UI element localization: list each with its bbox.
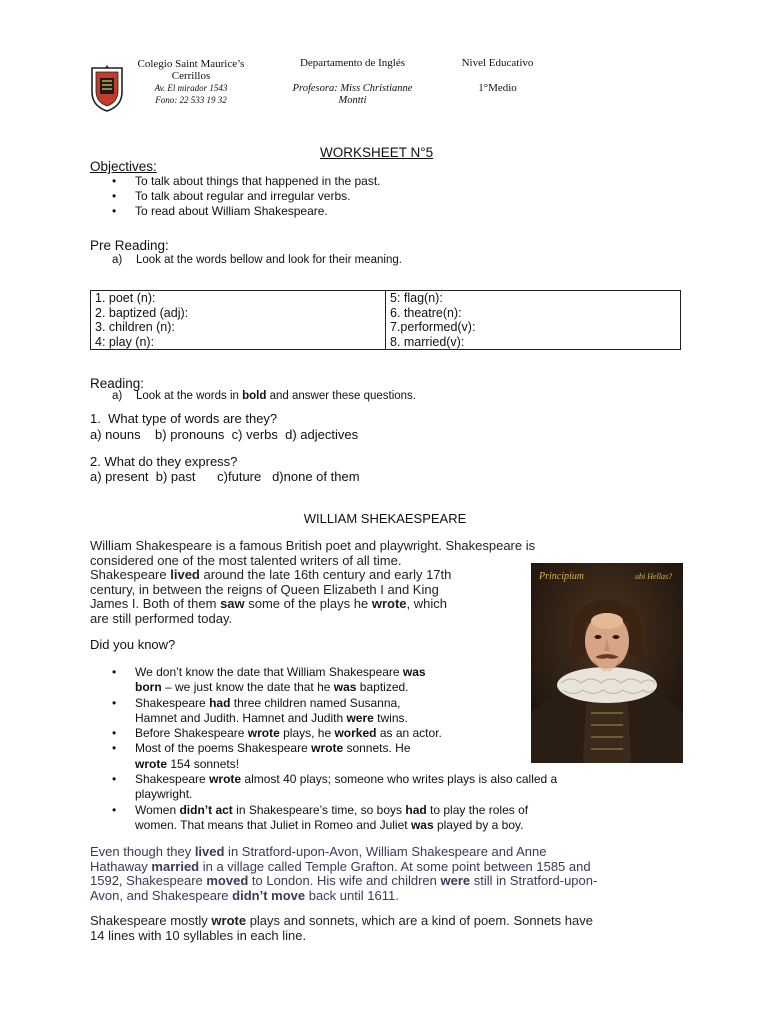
list-item: • Women didn’t act in Shakespeare’s time, so boys had to play the roles of women. That means that Juliet in Romeo and Juliet was played by a boy. xyxy=(112,803,557,834)
school-crest-logo xyxy=(90,64,124,112)
list-item: • Shakespeare had three children named Susanna, Hamnet and Judith. Hamnet and Judith were twins. xyxy=(112,696,557,727)
teacher-name: Profesora: Miss Christianne Montti xyxy=(292,83,413,106)
portrait-caption-right: ubi Hellas? xyxy=(635,572,673,581)
vocab-item: 3. children (n): xyxy=(95,320,175,334)
table-row xyxy=(91,291,681,350)
vocab-item: 7.performed(v): xyxy=(390,320,476,334)
vocab-item: 6. theatre(n): xyxy=(390,305,462,320)
question-2: 2. What do they express? xyxy=(90,454,238,469)
school-name: Colegio Saint Maurice’s Cerrillos xyxy=(137,58,245,82)
vocab-item: 5: flag(n): xyxy=(390,291,443,305)
instruction-text-end: and answer these questions. xyxy=(266,390,417,402)
grade-label: 1°Medio xyxy=(478,82,517,94)
instruction-letter: a) xyxy=(112,254,123,266)
vocab-left-cell xyxy=(91,291,386,350)
vocab-item: 1. poet (n): xyxy=(95,291,156,305)
instruction-text: Look at the words in xyxy=(136,390,243,402)
pre-reading-instruction xyxy=(112,254,402,266)
list-item: • Shakespeare wrote almost 40 plays; someone who writes plays is also called a playwright. xyxy=(112,772,557,803)
vocabulary-table xyxy=(90,290,681,350)
question-1-options: a) nouns b) pronouns c) verbs d) adjectives xyxy=(90,427,359,442)
objectives-heading: Objectives: xyxy=(90,159,157,174)
school-phone: Fono: 22 533 19 32 xyxy=(155,95,227,105)
vocab-right-cell xyxy=(386,291,681,350)
portrait-caption-left: Principium xyxy=(539,571,584,582)
instruction-letter: a) xyxy=(112,390,123,402)
reading-heading: Reading: xyxy=(90,376,145,391)
school-info xyxy=(124,58,258,106)
level-label: Nivel Educativo xyxy=(461,57,534,69)
list-item: • Most of the poems Shakespeare wrote sonnets. He wrote 154 sonnets! xyxy=(112,741,557,772)
list-item: • To talk about regular and irregular verbs. xyxy=(112,189,381,204)
worksheet-title: WORKSHEET N°5 xyxy=(320,145,434,160)
facts-list xyxy=(112,665,557,833)
instruction-text: Look at the words bellow and look for their meaning. xyxy=(136,254,402,266)
biography-paragraph: Even though they lived in Stratford-upon-Avon, William Shakespeare and Anne Hathaway married in a village called Temple Grafton. At some point between 1585 and 1592, Shakespeare moved to London. His wife and children were still in Stratford-upon- Avon, and Shakespeare didn’t move back until 1611. xyxy=(90,844,598,903)
school-address: Av. El mirador 1543 xyxy=(154,83,228,93)
list-item: • To read about William Shakespeare. xyxy=(112,204,381,219)
department-label: Departamento de Inglés xyxy=(299,57,406,69)
list-item: • We don’t know the date that William Shakespeare was born – we just know the date that he was baptized. xyxy=(112,665,557,696)
list-item: • Before Shakespeare wrote plays, he worked as an actor. xyxy=(112,726,557,741)
instruction-bold-word: bold xyxy=(242,390,267,402)
vocab-item: 4: play (n): xyxy=(95,334,155,349)
vocab-item: 8. married(v): xyxy=(390,334,465,349)
vocab-item: 2. baptized (adj): xyxy=(95,305,189,320)
reading-instruction xyxy=(112,390,416,402)
question-1: 1. What type of words are they? xyxy=(90,411,278,426)
article-title: WILLIAM SHEKAESPEARE xyxy=(303,511,467,526)
did-you-know-heading: Did you know? xyxy=(90,637,176,652)
intro-paragraph: William Shakespeare is a famous British poet and playwright. Shakespeare is considered one of the most talented writers of all time. Shakespeare lived around the late 16th century and early 17th century, in between the reigns of Queen Elizabeth I and King James I. Both of them saw some of the plays he wrote, which are still performed today. xyxy=(90,538,536,626)
pre-reading-heading: Pre Reading: xyxy=(90,238,169,253)
objectives-list xyxy=(112,174,381,219)
list-item: • To talk about things that happened in the past. xyxy=(112,174,381,189)
question-2-options: a) present b) past c)future d)none of them xyxy=(90,469,360,484)
sonnets-paragraph: Shakespeare mostly wrote plays and sonnets, which are a kind of poem. Sonnets have 14 lines with 10 syllables in each line. xyxy=(90,913,593,943)
